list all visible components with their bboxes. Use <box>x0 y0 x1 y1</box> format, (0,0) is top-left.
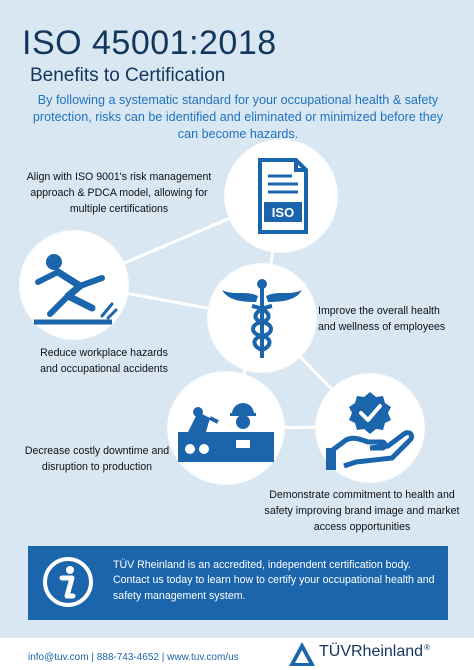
registered-mark: ® <box>424 643 430 652</box>
slip-fall-icon <box>28 242 120 330</box>
tuv-triangle-logo-icon <box>288 640 316 668</box>
intro-text: By following a systematic standard for your occupational health & safety protection, risks can be identified and eliminated or minimized before they can become hazards. <box>32 93 444 142</box>
iso-label: ISO <box>271 205 295 220</box>
page-title: ISO 45001:2018 <box>22 24 277 62</box>
iso-document-icon <box>240 152 322 240</box>
info-icon <box>42 556 94 608</box>
contact-info[interactable]: info@tuv.com | 888-743-4652 | www.tuv.com/us <box>28 652 239 663</box>
benefit-text-hazards: Reduce workplace hazards and occupational accidents <box>40 347 168 375</box>
hand-badge-check-icon <box>326 386 414 470</box>
benefit-text-production: Decrease costly downtime and disruption to production <box>24 445 170 473</box>
factory-worker-icon <box>176 392 276 468</box>
info-box <box>28 546 448 620</box>
caduceus-icon <box>216 274 308 362</box>
benefit-text-brand: Demonstrate commitment to health and safety improving brand image and market access opportunities <box>264 489 460 533</box>
brand-name <box>319 644 430 660</box>
benefit-text-iso: Align with ISO 9001's risk management approach & PDCA model, allowing for multiple certifications <box>26 171 212 215</box>
benefit-text-health: Improve the overall health and wellness of employees <box>318 305 446 333</box>
footer <box>0 638 474 670</box>
info-text: TÜV Rheinland is an accredited, independent certification body. Contact us today to learn how to certify your occupational health and safety management system. <box>113 559 435 602</box>
brand-name-text: TÜVRheinland <box>319 643 424 660</box>
page-subtitle: Benefits to Certification <box>30 65 226 86</box>
